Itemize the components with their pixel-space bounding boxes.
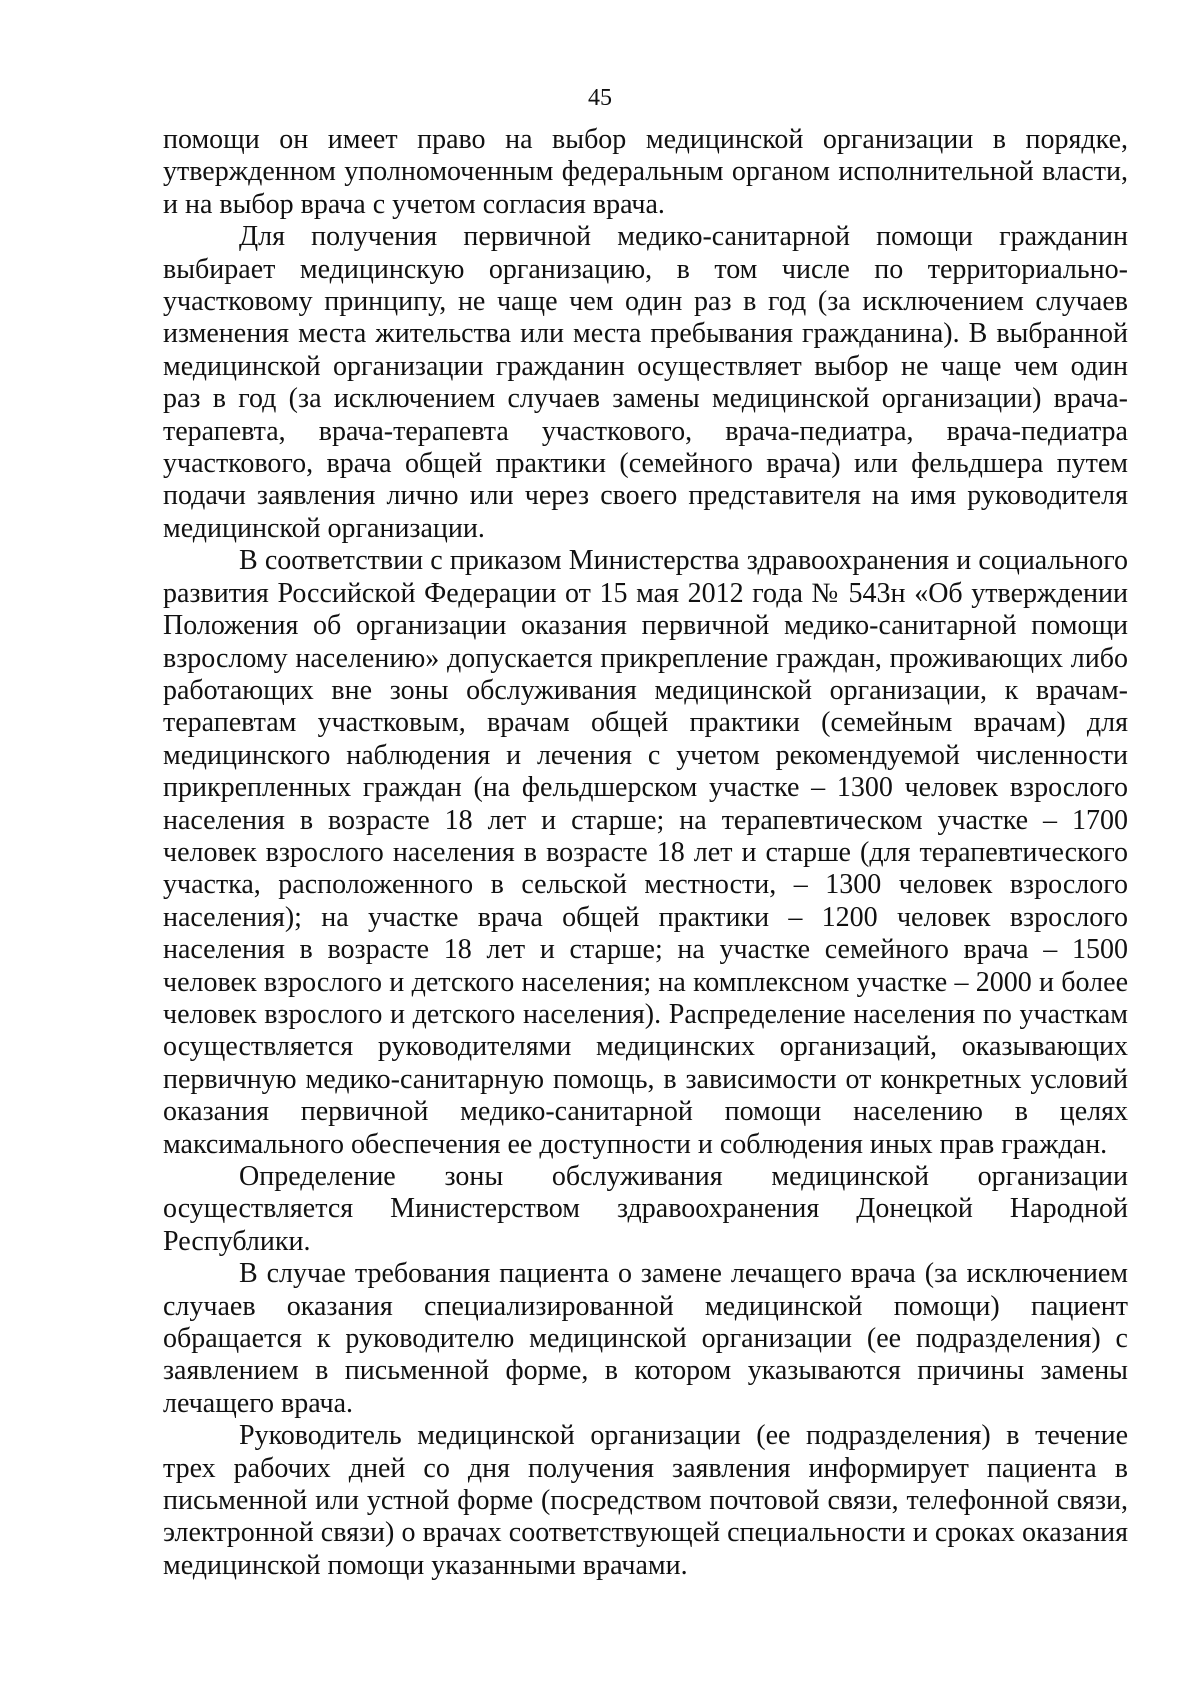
- paragraph-doctor-replacement: В случае требования пациента о замене лечащего врача (за исключением случаев оказания специализированной медицинской помощи) пациент обращается к руководителю медицинской организации (ее подразделения) с заявлением в письменной форме, в котором указываются причины замены лечащего врача.: [163, 1258, 1128, 1419]
- document-body: [163, 124, 1128, 1582]
- paragraph-service-zone: Определение зоны обслуживания медицинской организации осуществляется Министерством здравоохранения Донецкой Народной Республики.: [163, 1161, 1128, 1257]
- paragraph-head-response: Руководитель медицинской организации (ее подразделения) в течение трех рабочих дней со дня получения заявления информирует пациента в письменной или устной форме (посредством почтовой связи, телефонной связи, электронной связи) о врачах соответствующей специальности и сроках оказания медицинской помощи указанными врачами.: [163, 1420, 1128, 1581]
- page-number: 45: [588, 85, 612, 111]
- paragraph-attachment-rules: В соответствии с приказом Министерства здравоохранения и социального развития Российской Федерации от 15 мая 2012 года № 543н «Об утверждении Положения об организации оказания первичной медико-санитарной помощи взрослому населению» допускается прикрепление граждан, проживающих либо работающих вне зоны обслуживания медицинской организации, к врачам-терапевтам участковым, врачам общей практики (семейным врачам) для медицинского наблюдения и лечения с учетом рекомендуемой численности прикрепленных граждан (на фельдшерском участке – 1300 человек взрослого населения в возрасте 18 лет и старше; на терапевтическом участке – 1700 человек взрослого населения в возрасте 18 лет и старше (для терапевтического участка, расположенного в сельской местности, – 1300 человек взрослого населения); на участке врача общей практики – 1200 человек взрослого населения в возрасте 18 лет и старше; на участке семейного врача – 1500 человек взрослого и детского населения; на комплексном участке – 2000 и более человек взрослого и детского населения). Распределение населения по участкам осуществляется руководителями медицинских организаций, оказывающих первичную медико-санитарную помощь, в зависимости от конкретных условий оказания первичной медико-санитарной помощи населению в целях максимального обеспечения ее доступности и соблюдения иных прав граждан.: [163, 545, 1128, 1160]
- paragraph-choice-of-organization: Для получения первичной медико-санитарной помощи гражданин выбирает медицинскую организацию, в том числе по территориально-участковому принципу, не чаще чем один раз в год (за исключением случаев изменения места жительства или места пребывания гражданина). В выбранной медицинской организации гражданин осуществляет выбор не чаще чем один раз в год (за исключением случаев замены медицинской организации) врача-терапевта, врача-терапевта участкового, врача-педиатра, врача-педиатра участкового, врача общей практики (семейного врача) или фельдшера путем подачи заявления лично или через своего представителя на имя руководителя медицинской организации.: [163, 221, 1128, 544]
- paragraph-continuation: помощи он имеет право на выбор медицинской организации в порядке, утвержденном уполномоченным федеральным органом исполнительной власти, и на выбор врача с учетом согласия врача.: [163, 124, 1128, 220]
